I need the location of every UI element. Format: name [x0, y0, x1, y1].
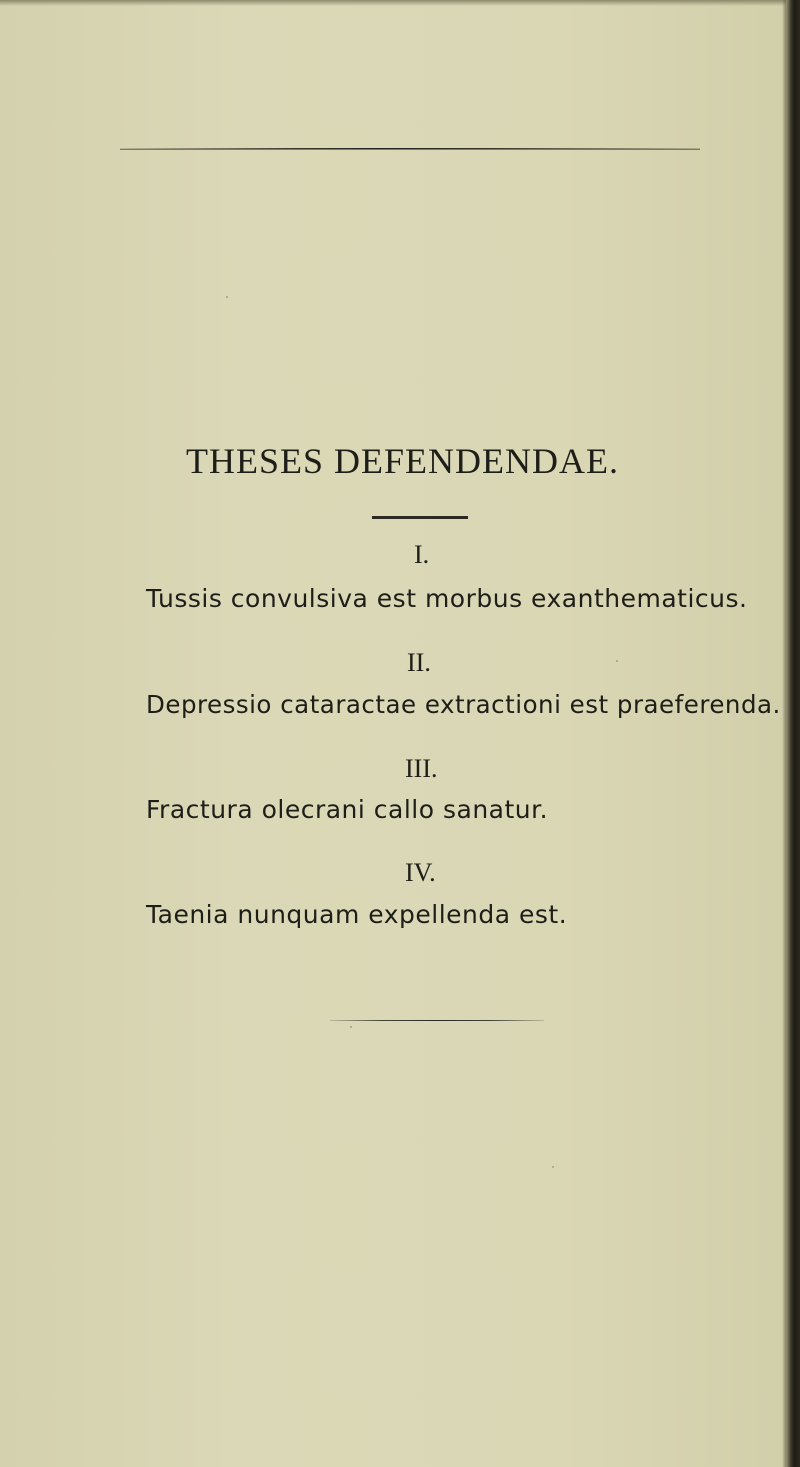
- thesis-text: Depressio cataractae extractioni est praeferenda.: [146, 690, 781, 719]
- thesis-numeral: III.: [405, 754, 438, 783]
- paper-speck: [552, 1166, 554, 1168]
- book-binding: [786, 0, 800, 1467]
- thesis-numeral: II.: [407, 648, 431, 677]
- thesis-numeral: I.: [414, 540, 430, 569]
- page-top-edge: [0, 0, 800, 6]
- thesis-text: Fractura olecrani callo sanatur.: [146, 795, 549, 824]
- thesis-text: Tussis convulsiva est morbus exanthematicus.: [146, 584, 748, 613]
- thesis-text: Taenia nunquam expellenda est.: [146, 900, 568, 929]
- paper-speck: [616, 660, 618, 662]
- bottom-rule: [330, 1020, 544, 1021]
- title-rule: [372, 516, 468, 519]
- top-rule: [120, 148, 700, 149]
- thesis-numeral: IV.: [405, 858, 436, 887]
- page-title: THESES DEFENDENDAE.: [186, 441, 619, 481]
- paper-speck: [226, 296, 228, 298]
- paper-speck: [350, 1026, 352, 1028]
